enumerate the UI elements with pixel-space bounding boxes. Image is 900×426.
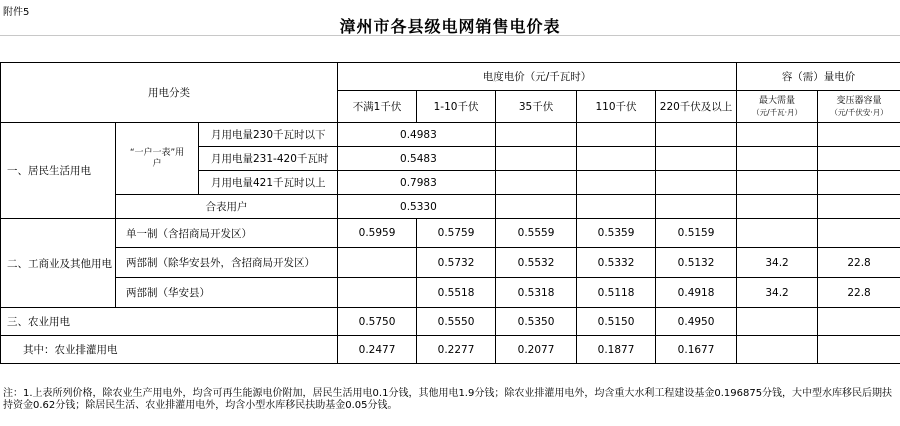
industrial-row-label: 单一制（含招商局开发区） <box>116 219 338 248</box>
col-header: 35千伏 <box>496 91 577 123</box>
category-header: 用电分类 <box>1 63 338 123</box>
industrial-row-label: 两部制（华安县） <box>116 278 338 308</box>
price-cell: 0.1677 <box>656 336 737 364</box>
tier-label: 月用电量231-420千瓦时 <box>199 147 338 171</box>
price-cell: 0.5350 <box>496 308 577 336</box>
price-cell: 0.5559 <box>496 219 577 248</box>
price-cell: 0.1877 <box>577 336 656 364</box>
price-cell: 0.5759 <box>417 219 496 248</box>
attachment-label: 附件5 <box>3 7 30 18</box>
tier-price: 0.7983 <box>338 171 496 195</box>
max-demand-header <box>737 91 818 123</box>
price-table <box>0 62 900 364</box>
transformer-label: 变压器容量 <box>836 95 882 106</box>
tier-label: 月用电量230千瓦时以下 <box>199 123 338 147</box>
price-cell: 0.5318 <box>496 278 577 308</box>
max-demand-cell <box>737 219 818 248</box>
transformer-header <box>818 91 900 123</box>
price-cell: 0.4950 <box>656 308 737 336</box>
price-cell: 0.5132 <box>656 248 737 278</box>
transformer-cell: 22.8 <box>818 278 900 308</box>
price-cell: 0.5118 <box>577 278 656 308</box>
col-header: 220千伏及以上 <box>656 91 737 123</box>
price-cell: 0.5518 <box>417 278 496 308</box>
tier-price: 0.4983 <box>338 123 496 147</box>
tier-price: 0.5483 <box>338 147 496 171</box>
col-header: 1-10千伏 <box>417 91 496 123</box>
agriculture-label: 三、农业用电 <box>1 308 338 336</box>
irrigation-label: 其中：农业排灌用电 <box>1 336 338 364</box>
price-cell: 0.5159 <box>656 219 737 248</box>
price-cell: 0.5150 <box>577 308 656 336</box>
page-title: 漳州市各县级电网销售电价表 <box>339 17 561 36</box>
col-header: 不满1千伏 <box>338 91 417 123</box>
price-cell: 0.5550 <box>417 308 496 336</box>
shared-meter-label: 合表用户 <box>116 195 338 219</box>
price-cell: 0.5750 <box>338 308 417 336</box>
capacity-price-header: 容（需）量电价 <box>737 63 900 91</box>
shared-meter-price: 0.5330 <box>338 195 496 219</box>
tier-label: 月用电量421千瓦时以上 <box>199 171 338 195</box>
price-cell: 0.5959 <box>338 219 417 248</box>
max-demand-unit: （元/千瓦·月） <box>752 107 803 117</box>
transformer-cell <box>818 219 900 248</box>
transformer-cell: 22.8 <box>818 248 900 278</box>
price-cell: 0.4918 <box>656 278 737 308</box>
industrial-row-label: 两部制（除华安县外，含招商局开发区） <box>116 248 338 278</box>
price-cell: 0.5332 <box>577 248 656 278</box>
household-label: “一户一表”用户 <box>116 123 199 195</box>
transformer-unit: （元/千伏安·月） <box>830 107 888 117</box>
price-cell: 0.2477 <box>338 336 417 364</box>
price-cell: 0.5532 <box>496 248 577 278</box>
residential-label: 一、居民生活用电 <box>1 123 116 219</box>
price-cell: 0.5359 <box>577 219 656 248</box>
price-cell: 0.5732 <box>417 248 496 278</box>
max-demand-cell: 34.2 <box>737 278 818 308</box>
price-cell <box>338 248 417 278</box>
energy-price-header: 电度电价（元/千瓦时） <box>338 63 737 91</box>
price-cell: 0.2077 <box>496 336 577 364</box>
col-header: 110千伏 <box>577 91 656 123</box>
footnote: 注：1.上表所列价格，除农业生产用电外，均含可再生能源电价附加，居民生活用电0.1分钱，其他用电1.9分钱；除农业排灌用电外，均含重大水利工程建设基金0.196875分钱，大中型水库移民后期扶持资金0.62分钱；除居民生活、农业排灌用电外，均含小型水库移民扶助基金0.05分钱。 <box>3 388 893 411</box>
max-demand-cell: 34.2 <box>737 248 818 278</box>
industrial-label: 二、工商业及其他用电 <box>1 219 116 308</box>
price-cell: 0.2277 <box>417 336 496 364</box>
price-cell <box>338 278 417 308</box>
max-demand-label: 最大需量 <box>759 95 796 106</box>
